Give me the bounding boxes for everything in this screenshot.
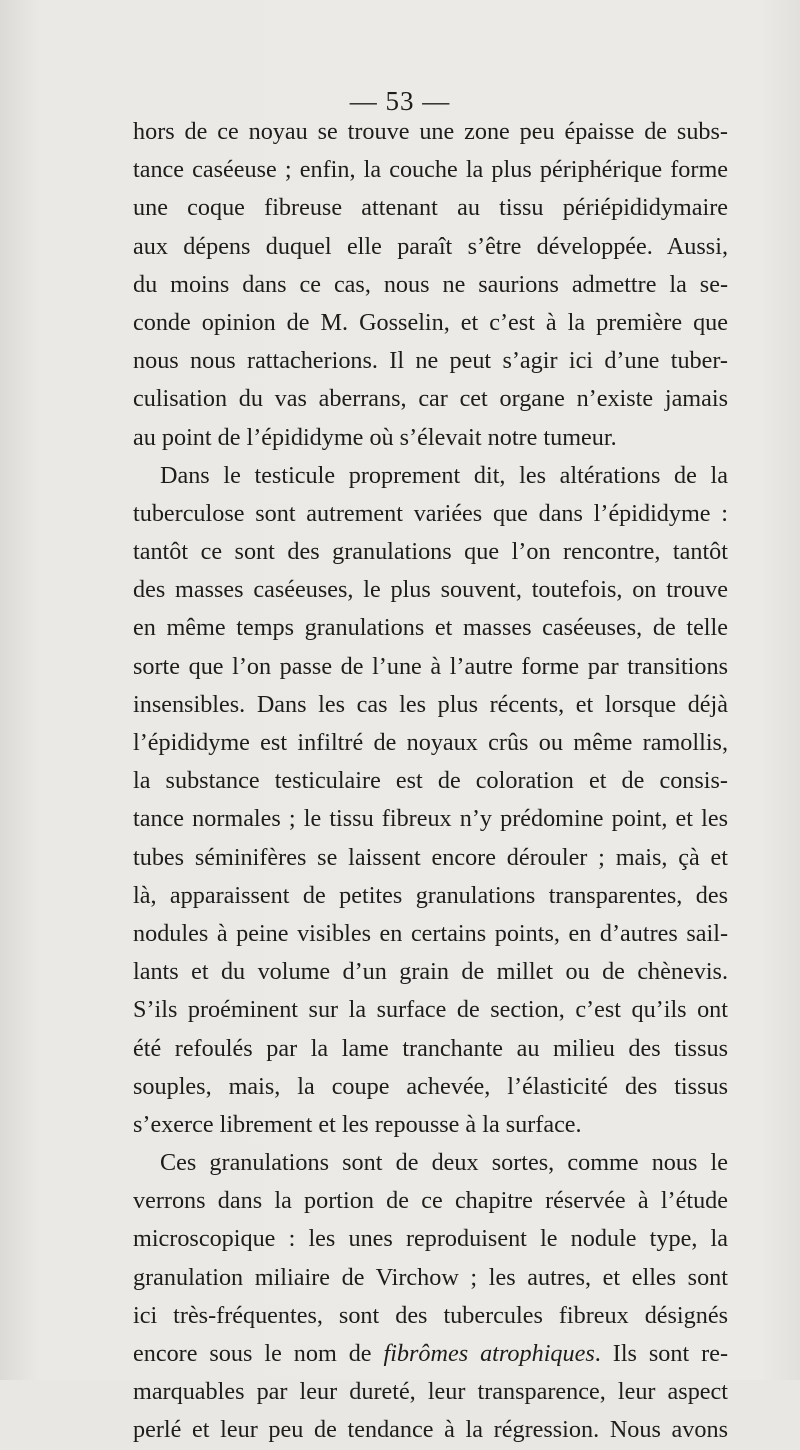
text-line: tuberculose sont autrement variées que dans l’épididyme :	[133, 499, 728, 527]
text-line: marquables par leur dureté, leur transparence, leur aspect	[133, 1378, 728, 1406]
page-number: — 53 —	[349, 86, 451, 116]
paragraph-start-line: Ces granulations sont de deux sortes, comme nous le	[160, 1149, 728, 1177]
italic-term: fibrômes atrophiques	[383, 1340, 595, 1367]
text-line: du moins dans ce cas, nous ne saurions admettre la se-	[133, 270, 728, 298]
text-line: tance normales ; le tissu fibreux n’y prédomine point, et les	[133, 805, 728, 833]
text-line: culisation du vas aberrans, car cet organe n’existe jamais	[133, 385, 728, 413]
text-line: microscopique : les unes reproduisent le nodule type, la	[133, 1225, 728, 1253]
text-line: S’ils proéminent sur la surface de section, c’est qu’ils ont	[133, 996, 728, 1024]
text-line: au point de l’épididyme où s’élevait notre tumeur.	[133, 423, 617, 451]
body-text	[133, 113, 728, 1450]
text-line: en même temps granulations et masses caséeuses, de telle	[133, 614, 728, 642]
text-line: la substance testiculaire est de coloration et de consis-	[133, 767, 728, 795]
text-line: insensibles. Dans les cas les plus récents, et lorsque déjà	[133, 690, 728, 718]
text-line: s’exerce librement et les repousse à la surface.	[133, 1110, 582, 1138]
line-text-after: . Ils sont re-	[594, 1340, 729, 1367]
text-line: ici très-fréquentes, sont des tubercules fibreux désignés	[133, 1301, 728, 1329]
text-line: tubes séminifères se laissent encore dérouler ; mais, çà et	[133, 843, 728, 871]
text-line: lants et du volume d’un grain de millet ou de chènevis.	[133, 958, 728, 986]
text-line: aux dépens duquel elle paraît s’être développée. Aussi,	[133, 232, 728, 260]
text-line: souples, mais, la coupe achevée, l’élasticité des tissus	[133, 1072, 728, 1100]
text-line: conde opinion de M. Gosselin, et c’est à la première que	[133, 308, 728, 336]
text-line: là, apparaissent de petites granulations transparentes, des	[133, 881, 728, 909]
line-text-before: encore sous le nom de	[133, 1340, 384, 1367]
text-line: hors de ce noyau se trouve une zone peu épaisse de subs-	[133, 118, 728, 145]
text-line: une coque fibreuse attenant au tissu périépididymaire	[133, 194, 728, 222]
text-line: verrons dans la portion de ce chapitre réservée à l’étude	[133, 1187, 728, 1215]
text-line: des masses caséeuses, le plus souvent, toutefois, on trouve	[133, 576, 728, 604]
text-line: nodules à peine visibles en certains points, en d’autres sail-	[133, 919, 728, 947]
text-line: nous nous rattacherions. Il ne peut s’agir ici d’une tuber-	[133, 347, 728, 375]
text-line: perlé et leur peu de tendance à la régression. Nous avons	[133, 1416, 728, 1444]
paragraph-start-line: Dans le testicule proprement dit, les altérations de la	[160, 461, 728, 489]
text-line: été refoulés par la lame tranchante au milieu des tissus	[133, 1034, 728, 1062]
text-line: granulation miliaire de Virchow ; les autres, et elles sont	[133, 1263, 728, 1291]
text-line-with-italic	[133, 1335, 728, 1373]
text-line: tantôt ce sont des granulations que l’on rencontre, tantôt	[133, 538, 728, 566]
text-line: tance caséeuse ; enfin, la couche la plus périphérique forme	[133, 156, 728, 184]
text-line: sorte que l’on passe de l’une à l’autre forme par transitions	[133, 652, 728, 680]
text-line: l’épididyme est infiltré de noyaux crûs ou même ramollis,	[133, 729, 728, 756]
